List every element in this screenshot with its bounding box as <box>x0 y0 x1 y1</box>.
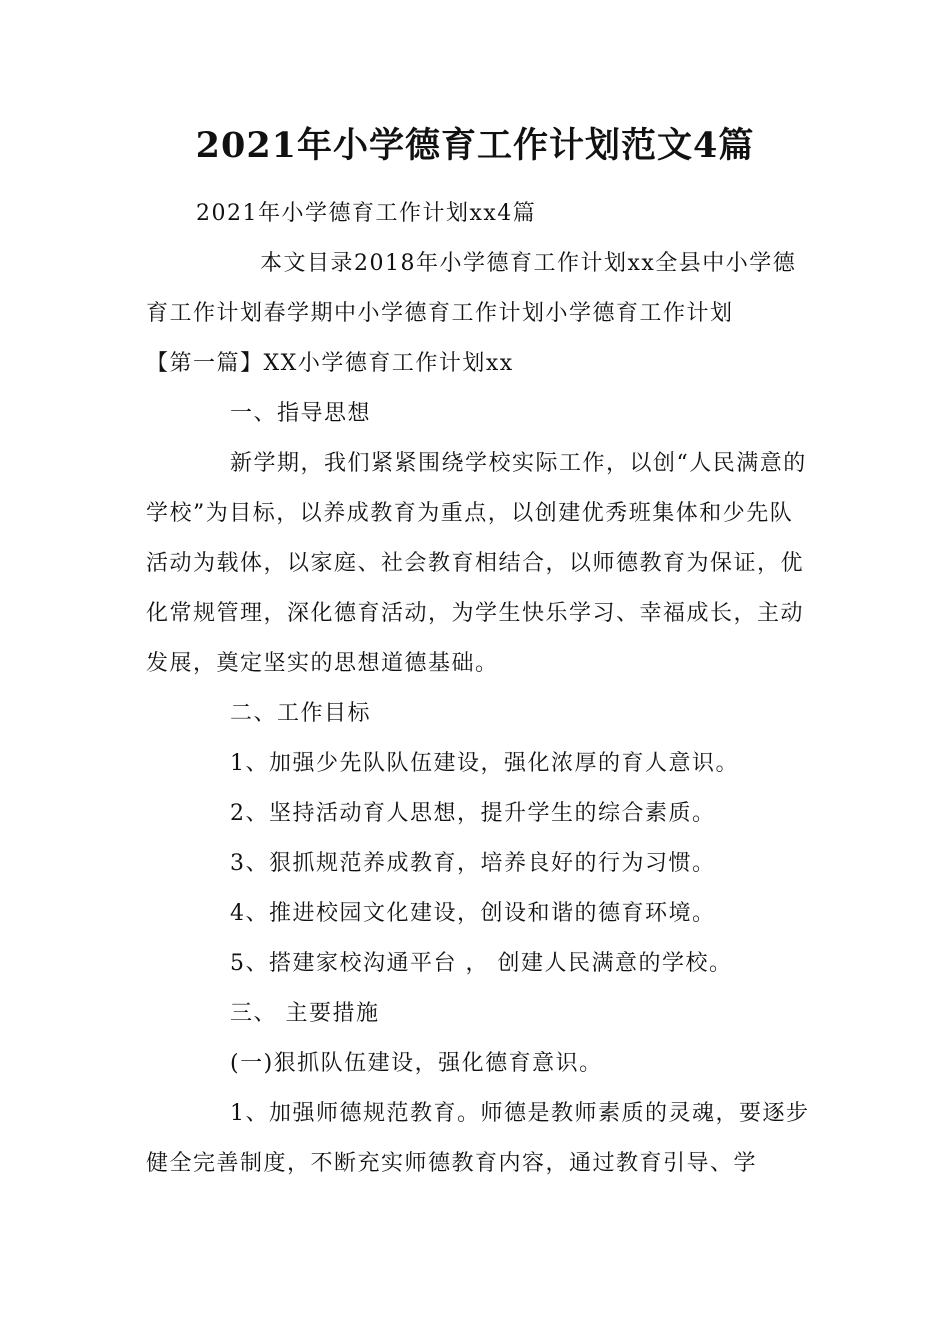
goal-item: 3、狠抓规范养成教育，培养良好的行为习惯。 <box>230 851 716 876</box>
goal-item: 2、坚持活动育人思想，提升学生的综合素质。 <box>230 801 716 826</box>
toc-intro: 本文目录2018年小学德育工作计划xx全县中小学德育工作计划春学期中小学德育工作计划小学德育工作计划 <box>146 251 797 326</box>
document-body <box>146 189 812 1189</box>
goal-item: 1、加强少先队队伍建设，强化浓厚的育人意识。 <box>230 751 739 776</box>
paragraph-measure-1: 1、加强师德规范教育。师德是教师素质的灵魂，要逐步健全完善制度，不断充实师德教育内容，通过教育引导、学 <box>146 1101 810 1176</box>
goal-item: 4、推进校园文化建设，创设和谐的德育环境。 <box>230 901 716 926</box>
goal-item: 5、搭建家校沟通平台 ， 创建人民满意的学校。 <box>230 951 733 976</box>
paragraph-guide: 新学期，我们紧紧围绕学校实际工作，以创“人民满意的学校”为目标，以养成教育为重点，以创建优秀班集体和少先队活动为载体，以家庭、社会教育相结合，以师德教育为保证，优化常规管理，深化德育活动，为学生快乐学习、幸福成长，主动发展，奠定坚实的思想道德基础。 <box>146 451 807 676</box>
toc-first-section: 【第一篇】XX小学德育工作计划xx <box>146 351 514 376</box>
section-heading-goals: 二、工作目标 <box>230 701 372 726</box>
subsection-heading-measure-1: (一)狠抓队伍建设，强化德育意识。 <box>230 1051 603 1076</box>
table-of-contents <box>146 239 812 389</box>
document-title: 2021年小学德育工作计划范文4篇 <box>195 125 755 166</box>
section-heading-measures: 三、 主要措施 <box>230 1001 380 1026</box>
document-subtitle: 2021年小学德育工作计划xx4篇 <box>196 201 537 226</box>
section-heading-guide: 一、指导思想 <box>230 401 372 426</box>
